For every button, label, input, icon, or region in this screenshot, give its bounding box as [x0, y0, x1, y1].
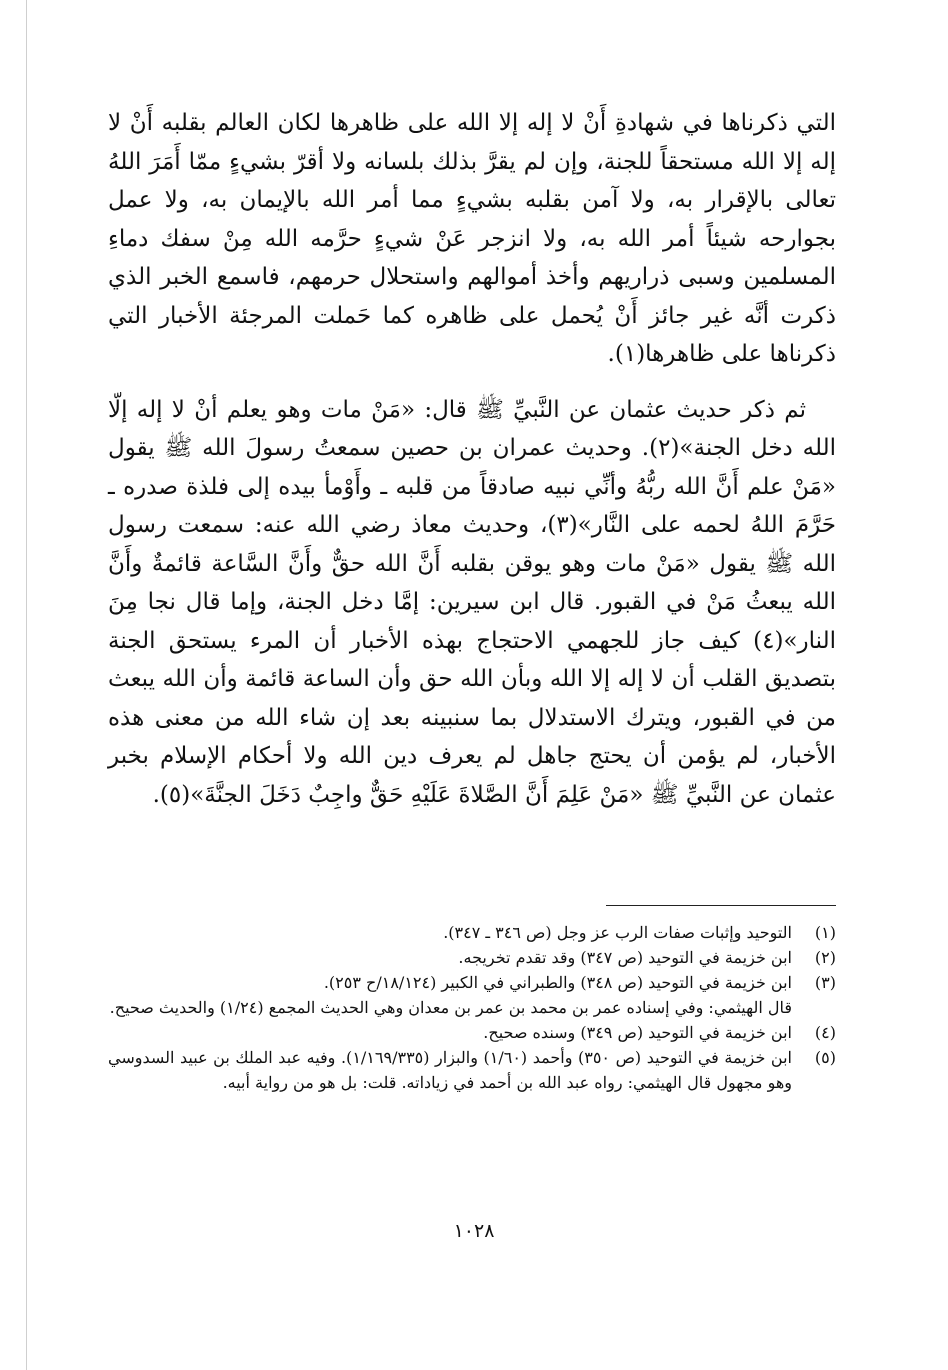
footnote-separator — [606, 905, 836, 906]
footnote-number: (٥) — [814, 1048, 836, 1067]
page-edge-line — [26, 0, 27, 1370]
footnote-number: (٢) — [814, 948, 836, 967]
footnote-line: ابن خزيمة في التوحيد (ص ٣٤٧) وقد تقدم تخريجه. — [458, 948, 792, 967]
footnote-number: (٤) — [814, 1023, 836, 1042]
page-number: ١٠٢٨ — [453, 1220, 495, 1242]
footnotes — [108, 920, 836, 1095]
footnote-2 — [108, 945, 836, 970]
paragraph-1: التي ذكرناها في شهادةِ أَنْ لا إله إلا الله على ظاهرها لكان العالم بقلبه أَنْ لا إله إلا الله مستحقاً للجنة، وإن لم يقرَّ بذلك بلسانه ولا أقرّ بشيءٍ ممّا أَمَرَ اللهُ تعالى بالإقرار به، ولا آمن بقلبه بشيءٍ مما أمر الله بالإيمان به، ولا عمل بجوارحه شيئاً أمر الله به، ولا انزجر عَنْ شيءٍ حرَّمه الله مِنْ سفك دماءِ المسلمين وسبى ذراريهم وأخذ أموالهم واستحلال حرمهم، فاسمع الخبر الذي ذكرت أنَّه غير جائز أَنْ يُحمل على ظاهره كما حَملت المرجئة الأخبار التي ذكرناها على ظاهرها(١). — [108, 110, 836, 367]
footnote-text — [108, 970, 792, 1020]
footnote-text — [108, 920, 792, 945]
footnote-number: (١) — [814, 923, 836, 942]
footnote-text — [108, 1045, 792, 1095]
footnote-text — [108, 945, 792, 970]
footnote-3 — [108, 970, 836, 1020]
footnote-1 — [108, 920, 836, 945]
paragraph-2: ثم ذكر حديث عثمان عن النَّبيِّ ﷺ قال: «مَنْ مات وهو يعلم أنْ لا إله إلّا الله دخل الجنة»(٢). وحديث عمران بن حصين سمعتُ رسولَ الله ﷺ يقول «مَنْ علم أَنَّ الله ربُّهُ وأنِّي نبيه صادقاً من قلبه ـ وأَوْمأ بيده إلى فلذة صدره ـ حَرَّمَ اللهُ لحمه على النَّار»(٣)، وحديث معاذ رضي الله عنه: سمعت رسول الله ﷺ يقول «مَنْ مات وهو يوقن بقلبه أَنَّ الله حقٌّ وأَنَّ السَّاعة قائمةٌ وأَنَّ الله يبعثُ مَنْ في القبور. قال ابن سيرين: إمَّا دخل الجنة، وإما قال نجا مِنَ النار»(٤) كيف جاز للجهمي الاحتجاج بهذه الأخبار أن المرء يستحق الجنة بتصديق القلب أن لا إله إلا الله وبأن الله حق وأن الساعة قائمة وأن الله يبعث من في القبور، ويترك الاستدلال بما سنبينه بعد إن شاء الله من معنى هذه الأخبار، لم يؤمن أن يحتج جاهل لم يعرف دين الله ولا أحكام الإسلام بخبر عثمان عن النَّبيِّ ﷺ «مَنْ عَلِمَ أَنَّ الصَّلاةَ عَلَيْهِ حَقٌّ واجِبٌ دَخَلَ الجنَّةَ»(٥). — [108, 396, 836, 808]
footnote-line: التوحيد وإثبات صفات الرب عز وجل (ص ٣٤٦ ـ ٣٤٧). — [443, 923, 792, 942]
footnote-line: ابن خزيمة في التوحيد (ص ٣٤٩) وسنده صحيح. — [483, 1023, 792, 1042]
footnote-number: (٣) — [814, 973, 836, 992]
footnote-5 — [108, 1045, 836, 1095]
footnote-line: ابن خزيمة في التوحيد (ص ٣٤٨) والطبراني في الكبير (١٨/١٢٤/ح ٢٥٣). — [323, 973, 792, 992]
footnote-4 — [108, 1020, 836, 1045]
footnote-line: قال الهيثمي: وفي إسناده عمر بن محمد بن عمر بن معدان وهي الحديث المجمع (١/٢٤) والحديث صحيح. — [109, 998, 792, 1017]
footnote-text — [108, 1020, 792, 1045]
main-text-block — [108, 104, 836, 814]
footnote-line: ابن خزيمة في التوحيد (ص ٣٥٠) وأحمد (١/٦٠) والبزار (١/١٦٩/٣٣٥). وفيه عبد الملك بن عبيد السدوسي وهو مجهول قال الهيثمي: رواه عبد الله بن أحمد في زياداته. قلت: بل هو من رواية أبيه. — [108, 1048, 793, 1092]
